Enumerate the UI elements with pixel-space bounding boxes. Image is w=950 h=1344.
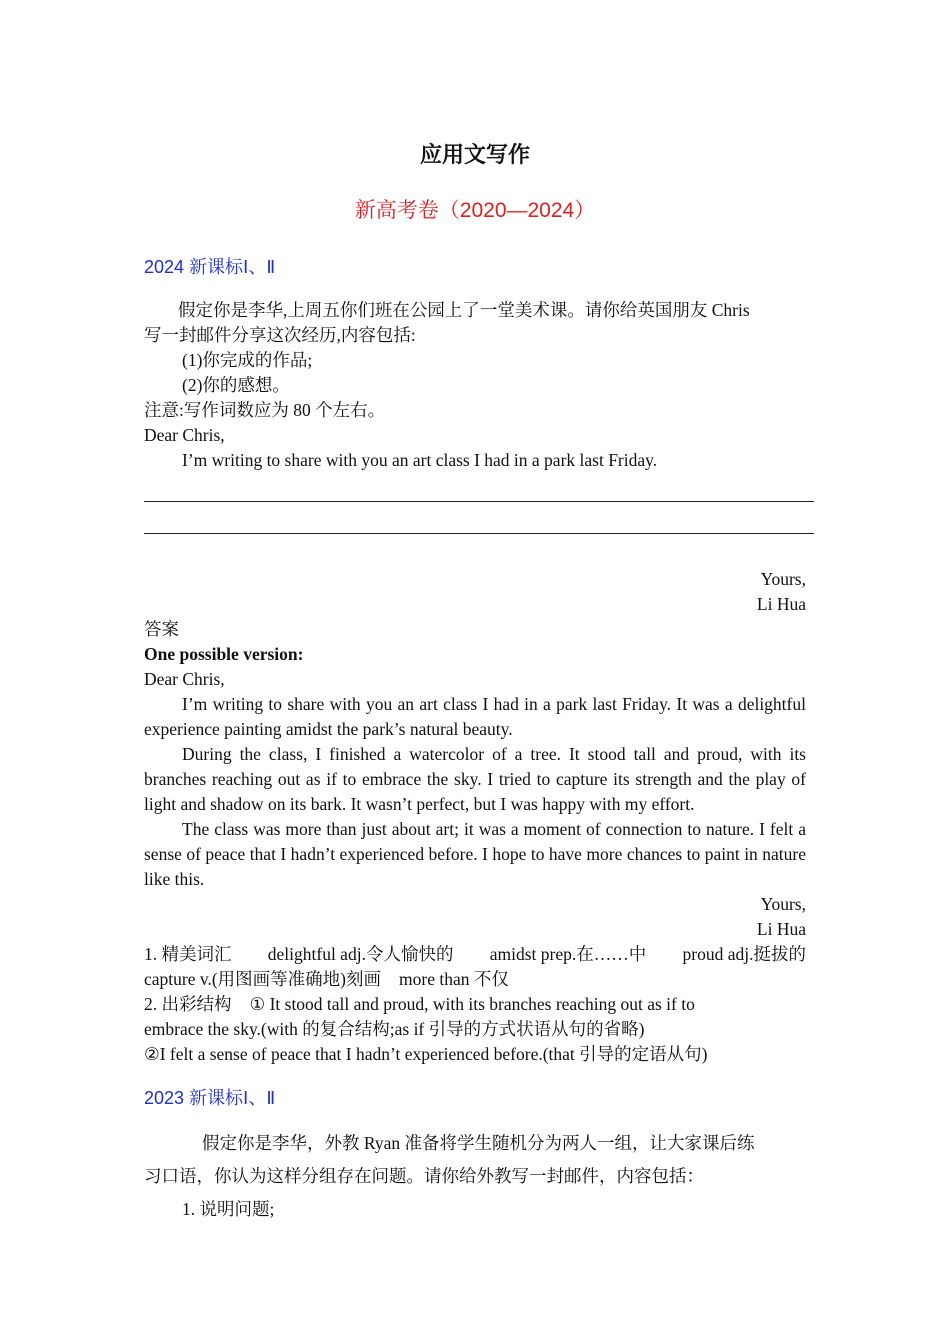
vocab-item: proud adj.挺拔的 — [682, 944, 806, 964]
section-heading-2023: 2023 新课标Ⅰ、Ⅱ — [144, 1088, 276, 1108]
prompt-note: 注意:写作词数应为 80 个左右。 — [144, 400, 386, 420]
prompt-2023-point-1: 1. 说明问题; — [182, 1199, 275, 1219]
answer-paragraph-2: During the class, I finished a watercolor of a tree. It stood tall and proud, with its branches reaching out as if to embrace the sky. I tried to capture its strength and the play of light and shadow on its bark. It wasn’t perfect, but I was happy with my effort. — [144, 744, 806, 814]
answer-name: Li Hua — [756, 919, 806, 939]
structure-item-1a: ① It stood tall and proud, with its branches reaching out as if to — [249, 994, 695, 1014]
answer-paragraph-1: I’m writing to share with you an art class I had in a park last Friday. It was a delightful experience painting amidst the park’s natural beauty. — [144, 694, 806, 739]
structure-line-2: ②I felt a sense of peace that I hadn’t experienced before.(that 引导的定语从句) — [144, 1044, 708, 1064]
prompt-line-2: 写一封邮件分享这次经历,内容包括: — [144, 325, 416, 345]
signoff-yours: Yours, — [760, 569, 806, 589]
writing-line-2 — [144, 533, 814, 534]
section-2023-prompt — [144, 1127, 806, 1226]
vocab-item: more than 不仅 — [399, 969, 509, 989]
answer-paragraph-3: The class was more than just about art; it was a moment of connection to nature. I felt a sense of peace that I hadn’t experienced before. I hope to have more chances to paint in nature like this. — [144, 819, 806, 889]
prompt-2023-line-2: 习口语，你认为这样分组存在问题。请你给外教写一封邮件，内容包括： — [144, 1166, 704, 1186]
structure-label: 2. 出彩结构 — [144, 994, 232, 1014]
document-title: 应用文写作 — [419, 142, 530, 168]
section-2024-prompt — [144, 298, 806, 473]
structure-line-1b: embrace the sky.(with 的复合结构;as if 引导的方式状语从句的省略) — [144, 1019, 645, 1039]
document-subtitle: 新高考卷（2020—2024） — [354, 199, 596, 222]
version-label: One possible version: — [144, 644, 304, 664]
section-heading-2024: 2024 新课标Ⅰ、Ⅱ — [144, 257, 276, 277]
structure-line-1 — [144, 992, 806, 1017]
signoff-name: Li Hua — [756, 594, 806, 614]
section-2023-heading-block — [144, 1086, 806, 1111]
vocab-label: 1. 精美词汇 — [144, 944, 232, 964]
prompt-line-1: 假定你是李华,上周五你们班在公园上了一堂美术课。请你给英国朋友 Chris — [178, 300, 750, 320]
answer-label: 答案 — [144, 619, 179, 639]
writing-line-1 — [144, 501, 814, 502]
section-2024-answer — [144, 567, 806, 1067]
prompt-2023-line-1: 假定你是李华，外教 Ryan 准备将学生随机分为两人一组，让大家课后练 — [202, 1133, 755, 1153]
answer-yours: Yours, — [760, 894, 806, 914]
vocab-item: delightful adj.令人愉快的 — [267, 944, 454, 964]
letter-opening: I’m writing to share with you an art class I had in a park last Friday. — [182, 450, 658, 470]
prompt-point-2: (2)你的感想。 — [182, 375, 290, 395]
vocab-item: capture v.(用图画等准确地)刻画 — [144, 969, 382, 989]
vocab-item: amidst prep.在……中 — [489, 944, 647, 964]
letter-greeting: Dear Chris, — [144, 425, 225, 445]
prompt-point-1: (1)你完成的作品; — [182, 350, 313, 370]
vocab-line-2 — [144, 967, 806, 992]
answer-greeting: Dear Chris, — [144, 669, 225, 689]
vocab-line-1 — [144, 942, 806, 967]
section-2024-heading-block — [144, 255, 806, 280]
